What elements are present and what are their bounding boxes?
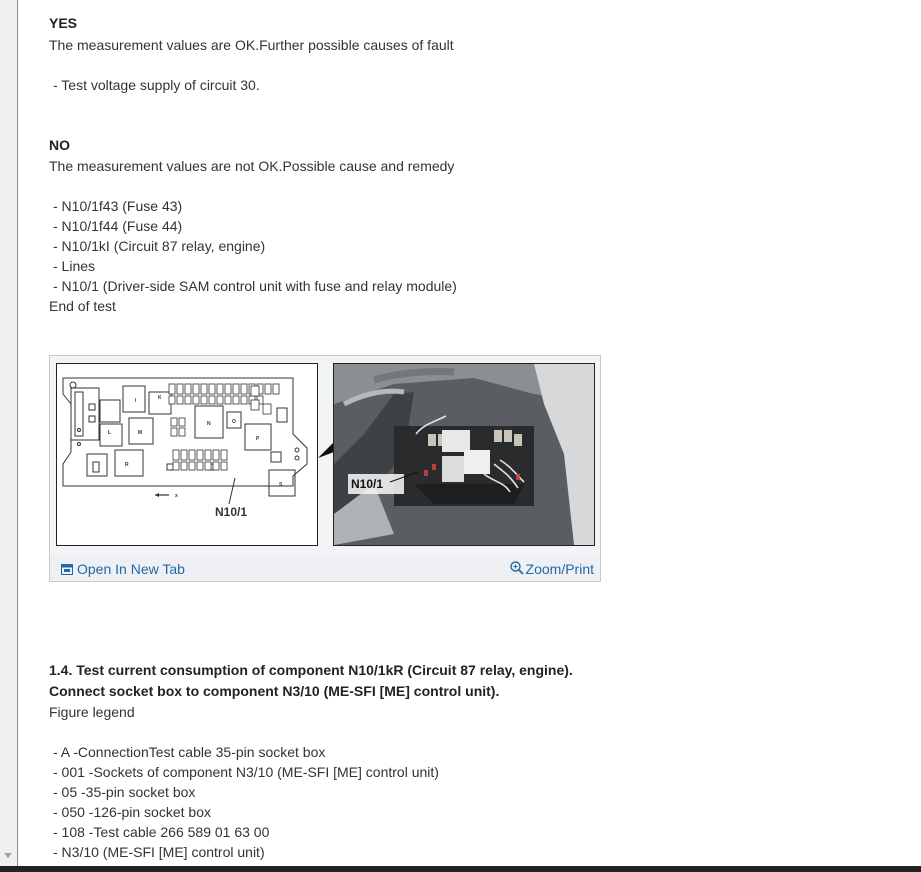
end-of-test: End of test (49, 298, 116, 314)
yes-heading: YES (49, 15, 78, 31)
zoom-print-label: Zoom/Print (525, 561, 594, 577)
diagram-mark: R (125, 462, 129, 468)
diagram-mark: S (279, 482, 283, 488)
fuse-box-diagram[interactable] (56, 363, 318, 546)
list-item: - 001 -Sockets of component N3/10 (ME-SFI [ME] control unit) (53, 764, 439, 780)
callout-pointer (318, 438, 334, 458)
diagram-mark: N (207, 421, 211, 427)
diagram-mark: x (175, 493, 178, 499)
left-panel-edge[interactable] (0, 0, 18, 866)
figure-footer (50, 554, 600, 580)
list-item: - Test voltage supply of circuit 30. (53, 77, 260, 93)
open-in-new-tab-label: Open In New Tab (77, 561, 185, 577)
bottom-edge-bar (0, 866, 921, 872)
section-title-line2: Connect socket box to component N3/10 (ME-SFI [ME] control unit). (49, 683, 500, 699)
yes-text: The measurement values are OK.Further possible causes of fault (49, 37, 454, 53)
no-heading: NO (49, 137, 70, 153)
scroll-down-arrow-icon[interactable] (4, 853, 12, 858)
list-item: - A -ConnectionTest cable 35-pin socket box (53, 744, 326, 760)
no-text: The measurement values are not OK.Possible cause and remedy (49, 158, 455, 174)
list-item: - N10/1 (Driver-side SAM control unit with fuse and relay module) (53, 278, 457, 294)
list-item: - Lines (53, 258, 96, 274)
new-tab-icon (61, 564, 73, 575)
list-item: - N10/1kI (Circuit 87 relay, engine) (53, 238, 266, 254)
open-in-new-tab-link[interactable] (61, 559, 185, 579)
list-item: - 050 -126-pin socket box (53, 804, 211, 820)
diagram-mark: L (108, 430, 112, 436)
list-item: - N10/1f44 (Fuse 44) (53, 218, 183, 234)
diagram-mark: O (232, 419, 236, 425)
diagram-label: N10/1 (215, 505, 248, 519)
diagram-mark: P (256, 436, 260, 442)
magnifier-icon (510, 561, 524, 575)
list-item: - N3/10 (ME-SFI [ME] control unit) (53, 844, 265, 860)
list-item: - N10/1f43 (Fuse 43) (53, 198, 183, 214)
figure-legend-label: Figure legend (49, 704, 135, 720)
section-title-line1: 1.4. Test current consumption of component N10/1kR (Circuit 87 relay, engine). (49, 662, 573, 678)
diagram-mark: I (135, 398, 137, 404)
list-item: - 05 -35-pin socket box (53, 784, 196, 800)
list-item: - 108 -Test cable 266 589 01 63 00 (53, 824, 270, 840)
engine-compartment-photo[interactable] (333, 363, 595, 546)
diagram-mark: M (138, 430, 143, 436)
photo-label: N10/1 (351, 477, 384, 491)
zoom-print-link[interactable] (510, 559, 594, 579)
diagram-mark: K (158, 395, 162, 401)
figure-panel (49, 355, 601, 582)
